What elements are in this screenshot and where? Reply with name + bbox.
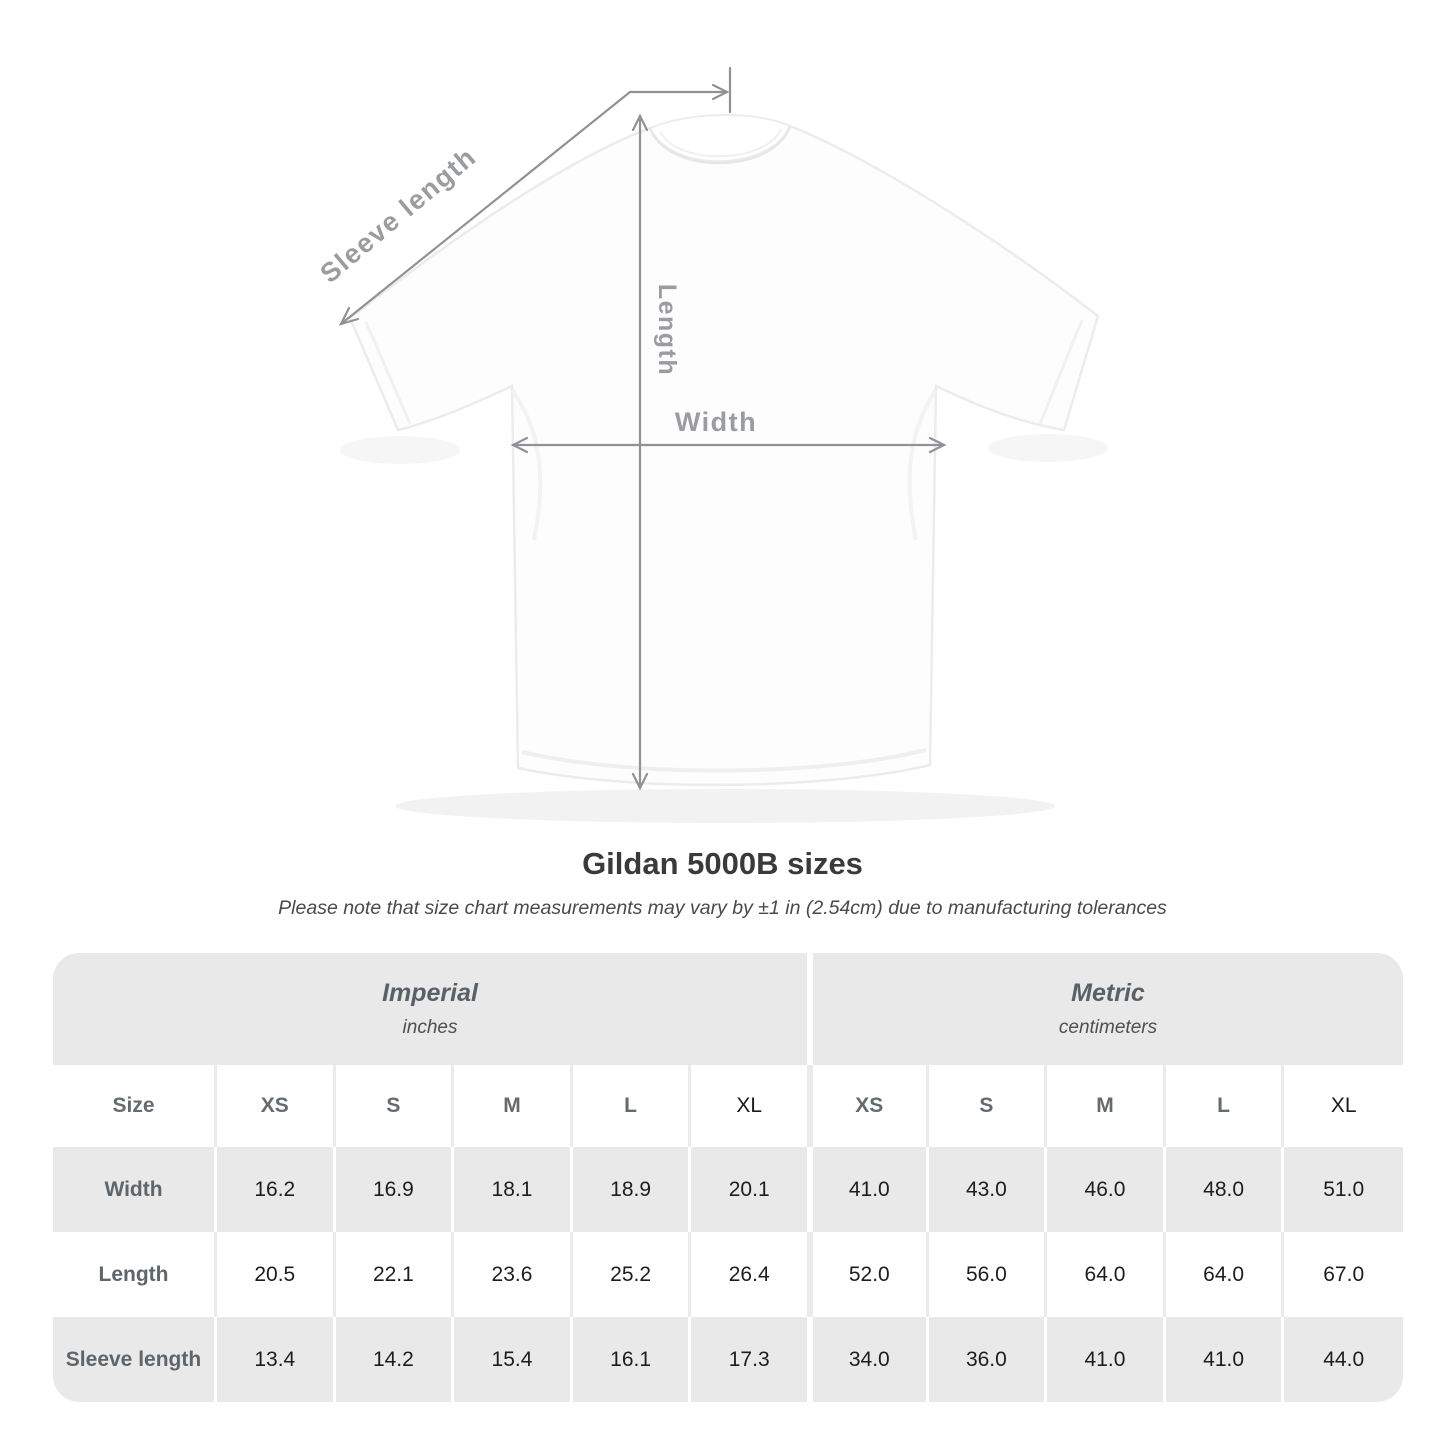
header-imperial-xl: XL [691, 1065, 810, 1147]
length-metric-m: 64.0 [1047, 1232, 1166, 1317]
sleeve-imperial-m: 15.4 [454, 1317, 573, 1402]
table-row-sleeve-length [53, 1317, 1403, 1402]
width-metric-xs: 41.0 [810, 1147, 929, 1232]
imperial-group-name: Imperial [382, 979, 478, 1007]
metric-group-unit: centimeters [1058, 1017, 1158, 1038]
header-metric-l: L [1166, 1065, 1285, 1147]
header-metric-xs: XS [810, 1065, 929, 1147]
metric-group-name: Metric [1071, 979, 1145, 1007]
length-imperial-l: 25.2 [573, 1232, 692, 1317]
sleeve-imperial-s: 14.2 [336, 1317, 455, 1402]
metric-group-header [813, 953, 1403, 1065]
sleeve-length-label: Sleeve length [314, 141, 483, 289]
imperial-group-header [53, 953, 807, 1065]
width-imperial-s: 16.9 [336, 1147, 455, 1232]
width-imperial-l: 18.9 [573, 1147, 692, 1232]
sleeve-imperial-xl: 17.3 [691, 1317, 810, 1402]
sleeve-metric-xs: 34.0 [810, 1317, 929, 1402]
header-metric-s: S [929, 1065, 1048, 1147]
length-metric-xl: 67.0 [1284, 1232, 1403, 1317]
header-imperial-l: L [573, 1065, 692, 1147]
sleeve-metric-l: 41.0 [1166, 1317, 1285, 1402]
length-metric-l: 64.0 [1166, 1232, 1285, 1317]
sleeve-metric-s: 36.0 [929, 1317, 1048, 1402]
table-row-length [53, 1232, 1403, 1317]
sleeve-metric-xl: 44.0 [1284, 1317, 1403, 1402]
width-metric-s: 43.0 [929, 1147, 1048, 1232]
header-metric-m: M [1047, 1065, 1166, 1147]
length-metric-s: 56.0 [929, 1232, 1048, 1317]
width-imperial-xs: 16.2 [217, 1147, 336, 1232]
page-subtitle: Please note that size chart measurements may vary by ±1 in (2.54cm) due to manufacturing tolerances [278, 897, 1167, 919]
sleeve-imperial-l: 16.1 [573, 1317, 692, 1402]
page-title: Gildan 5000B sizes [582, 846, 863, 881]
table-row-width [53, 1147, 1403, 1232]
header-imperial-m: M [454, 1065, 573, 1147]
width-imperial-m: 18.1 [454, 1147, 573, 1232]
size-table [53, 953, 1403, 1402]
sleeve-imperial-xs: 13.4 [217, 1317, 336, 1402]
width-metric-l: 48.0 [1166, 1147, 1285, 1232]
header-metric-xl: XL [1284, 1065, 1403, 1147]
header-imperial-xs: XS [217, 1065, 336, 1147]
header-imperial-s: S [336, 1065, 455, 1147]
width-metric-xl: 51.0 [1284, 1147, 1403, 1232]
unit-group-header-row [53, 953, 1403, 1065]
length-metric-xs: 52.0 [810, 1232, 929, 1317]
width-metric-m: 46.0 [1047, 1147, 1166, 1232]
sleeve-metric-m: 41.0 [1047, 1317, 1166, 1402]
length-imperial-m: 23.6 [454, 1232, 573, 1317]
width-imperial-xl: 20.1 [691, 1147, 810, 1232]
length-label: Length [653, 283, 681, 377]
tshirt-image [350, 115, 1098, 785]
width-label: Width [674, 407, 758, 437]
length-imperial-xs: 20.5 [217, 1232, 336, 1317]
size-header-row [53, 1065, 1403, 1147]
size-column-header: Size [53, 1065, 217, 1147]
row-label-length: Length [53, 1232, 217, 1317]
length-imperial-xl: 26.4 [691, 1232, 810, 1317]
length-imperial-s: 22.1 [336, 1232, 455, 1317]
imperial-group-unit: inches [402, 1017, 458, 1038]
row-label-sleeve-length: Sleeve length [53, 1317, 217, 1402]
row-label-width: Width [53, 1147, 217, 1232]
